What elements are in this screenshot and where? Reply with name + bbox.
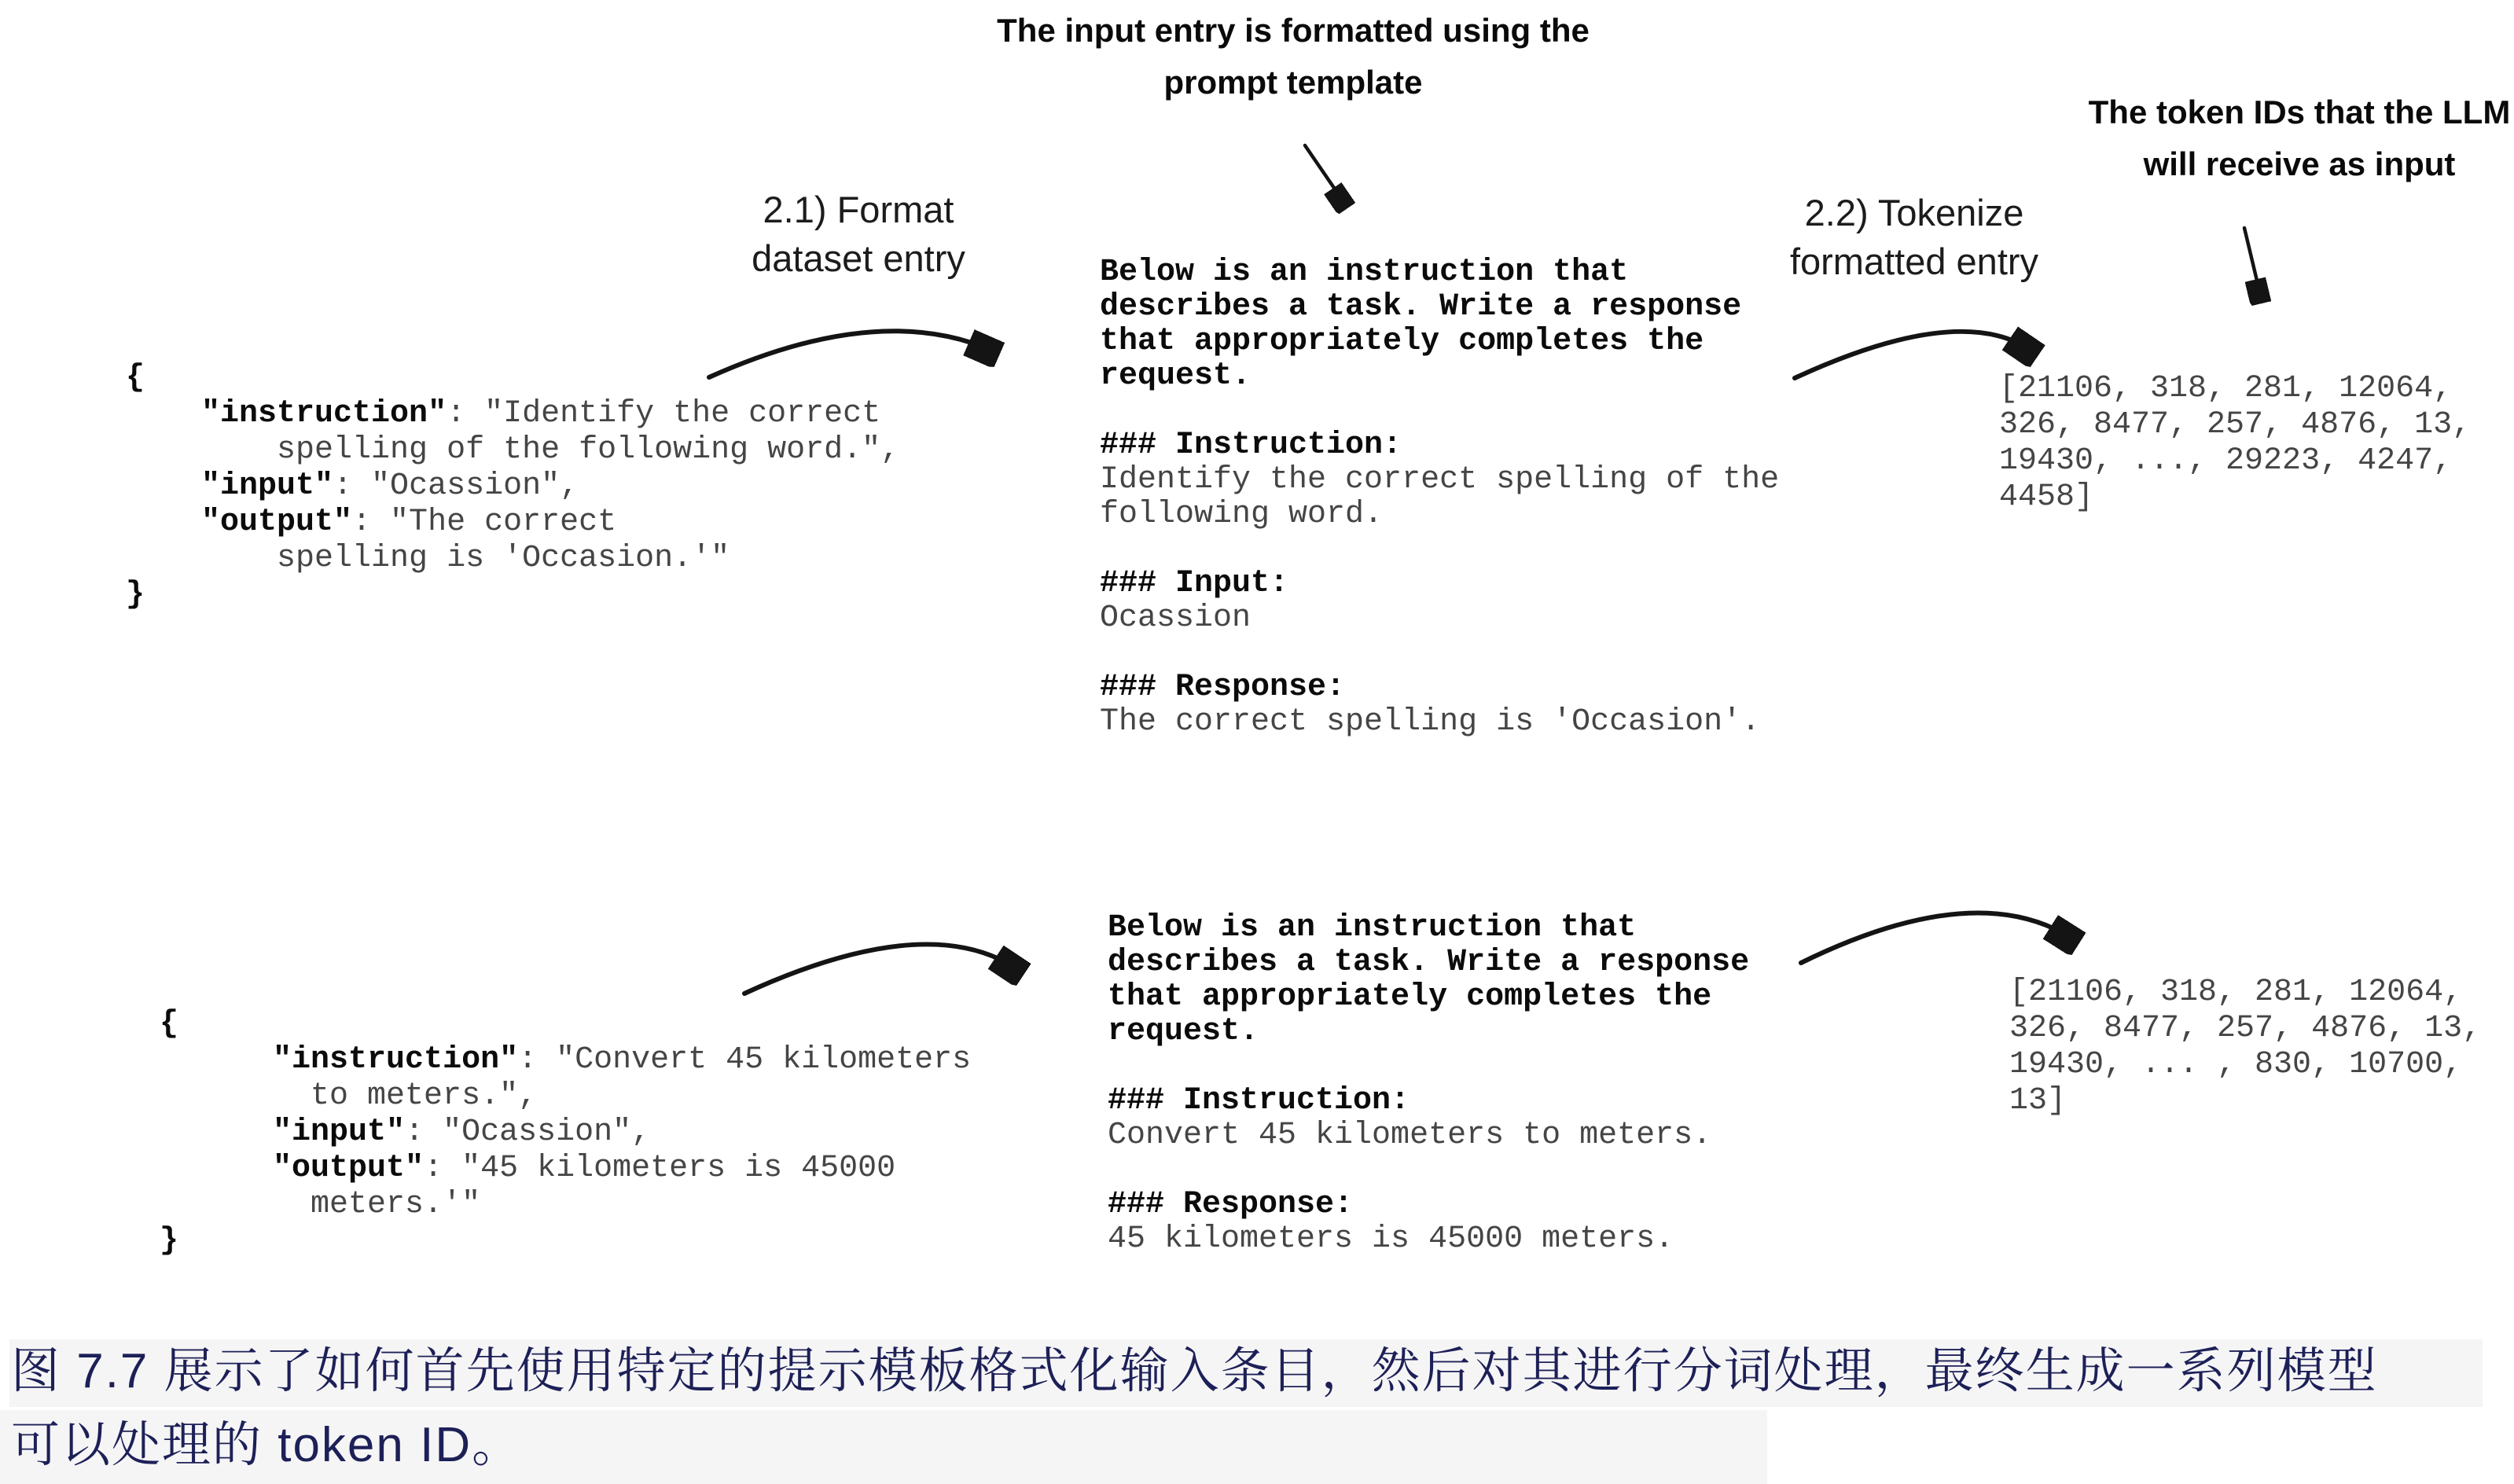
text-line: The token IDs that the LLM — [2088, 94, 2511, 130]
code-line: Below is an instruction that — [1108, 910, 1637, 946]
code-line: meters.'" — [160, 1187, 481, 1222]
code-line — [1100, 635, 1779, 670]
code-line: spelling is 'Occasion.'" — [126, 541, 730, 576]
code-line: "input": "Ocassion", — [273, 1115, 651, 1150]
code-line: "output": "The correct — [201, 505, 617, 540]
text-line: 326, 8477, 257, 4876, 13, — [2009, 1011, 2482, 1046]
code-line: Ocassion — [1100, 601, 1251, 636]
text-line: 图 7.7 展示了如何首先使用特定的提示模板格式化输入条目，然后对其进行分词处理，最终生成一系列模型 — [11, 1344, 2378, 1398]
code-line: ### Response: — [1100, 670, 1346, 705]
code-line: "instruction": "Convert 45 kilometers — [273, 1042, 972, 1078]
code-line: describes a task. Write a response — [1100, 289, 1742, 325]
code-line: describes a task. Write a response — [1108, 945, 1750, 980]
text-line: formatted entry — [1789, 241, 2039, 282]
code-line: request. — [1100, 358, 1251, 394]
formatted-prompt-2 — [1108, 910, 1749, 1256]
code-line: request. — [1108, 1014, 1259, 1049]
text-line: 19430, ..., 29223, 4247, — [1999, 443, 2453, 479]
text-line: 可以处理的 token ID。 — [11, 1418, 523, 1472]
code-line: "instruction": "Identify the correct — [201, 396, 881, 432]
code-line — [1108, 1049, 1749, 1083]
code-line: to meters.", — [160, 1078, 538, 1114]
text-line: will receive as input — [2143, 145, 2456, 182]
text-line: dataset entry — [752, 237, 965, 279]
step-label-tokenize — [1783, 189, 2045, 286]
annotation-prompt-template — [939, 5, 1647, 108]
code-line: Convert 45 kilometers to meters. — [1108, 1118, 1712, 1153]
code-line: } — [160, 1223, 179, 1258]
text-line: 2.2) Tokenize — [1804, 192, 2024, 233]
formatted-prompt-1 — [1100, 255, 1779, 739]
code-line: "output": "45 kilometers is 45000 — [273, 1151, 896, 1186]
code-line — [1100, 531, 1779, 566]
annotation-token-ids — [2064, 86, 2514, 190]
text-line: 13] — [2009, 1083, 2067, 1119]
code-line: ### Input: — [1100, 566, 1289, 601]
step-label-format — [727, 186, 990, 283]
code-line: { — [126, 360, 145, 395]
code-line: that appropriately completes the — [1108, 979, 1712, 1015]
annotation-arrow-token-ids — [2244, 228, 2261, 297]
code-line: } — [126, 577, 145, 612]
code-line: "input": "Ocassion", — [201, 468, 579, 504]
text-line: 4458] — [1999, 479, 2094, 515]
text-line: prompt template — [1163, 64, 1423, 101]
code-line: following word. — [1100, 497, 1384, 532]
text-line: 326, 8477, 257, 4876, 13, — [1999, 407, 2472, 443]
code-line — [1108, 1152, 1749, 1187]
text-line: 19430, ... , 830, 10700, — [2009, 1047, 2463, 1082]
curved-arrow-tokenize-2 — [1801, 913, 2072, 963]
code-line: ### Instruction: — [1100, 428, 1402, 463]
code-line: { — [160, 1006, 179, 1041]
code-line: The correct spelling is 'Occasion'. — [1100, 704, 1761, 740]
figure-caption — [11, 1335, 2378, 1482]
code-line: spelling of the following word.", — [126, 432, 900, 468]
text-line: [21106, 318, 281, 12064, — [2009, 975, 2463, 1010]
code-line: 45 kilometers is 45000 meters. — [1108, 1221, 1674, 1257]
token-ids-2 — [2009, 975, 2481, 1119]
curved-arrow-tokenize-1 — [1795, 332, 2031, 378]
annotation-arrow-prompt-template — [1305, 145, 1344, 203]
json-entry-2 — [160, 1006, 971, 1259]
curved-arrow-format-2 — [744, 944, 1017, 994]
text-line: The input entry is formatted using the — [997, 12, 1590, 49]
text-line: 2.1) Format — [763, 189, 954, 230]
text-line: [21106, 318, 281, 12064, — [1999, 371, 2453, 406]
code-line: Below is an instruction that — [1100, 255, 1629, 290]
code-line: ### Instruction: — [1108, 1083, 1410, 1119]
json-entry-1 — [126, 360, 899, 613]
code-line: that appropriately completes the — [1100, 324, 1704, 359]
token-ids-1 — [1999, 371, 2471, 516]
code-line: ### Response: — [1108, 1187, 1354, 1222]
code-line — [1100, 393, 1779, 428]
code-line: Identify the correct spelling of the — [1100, 462, 1780, 498]
